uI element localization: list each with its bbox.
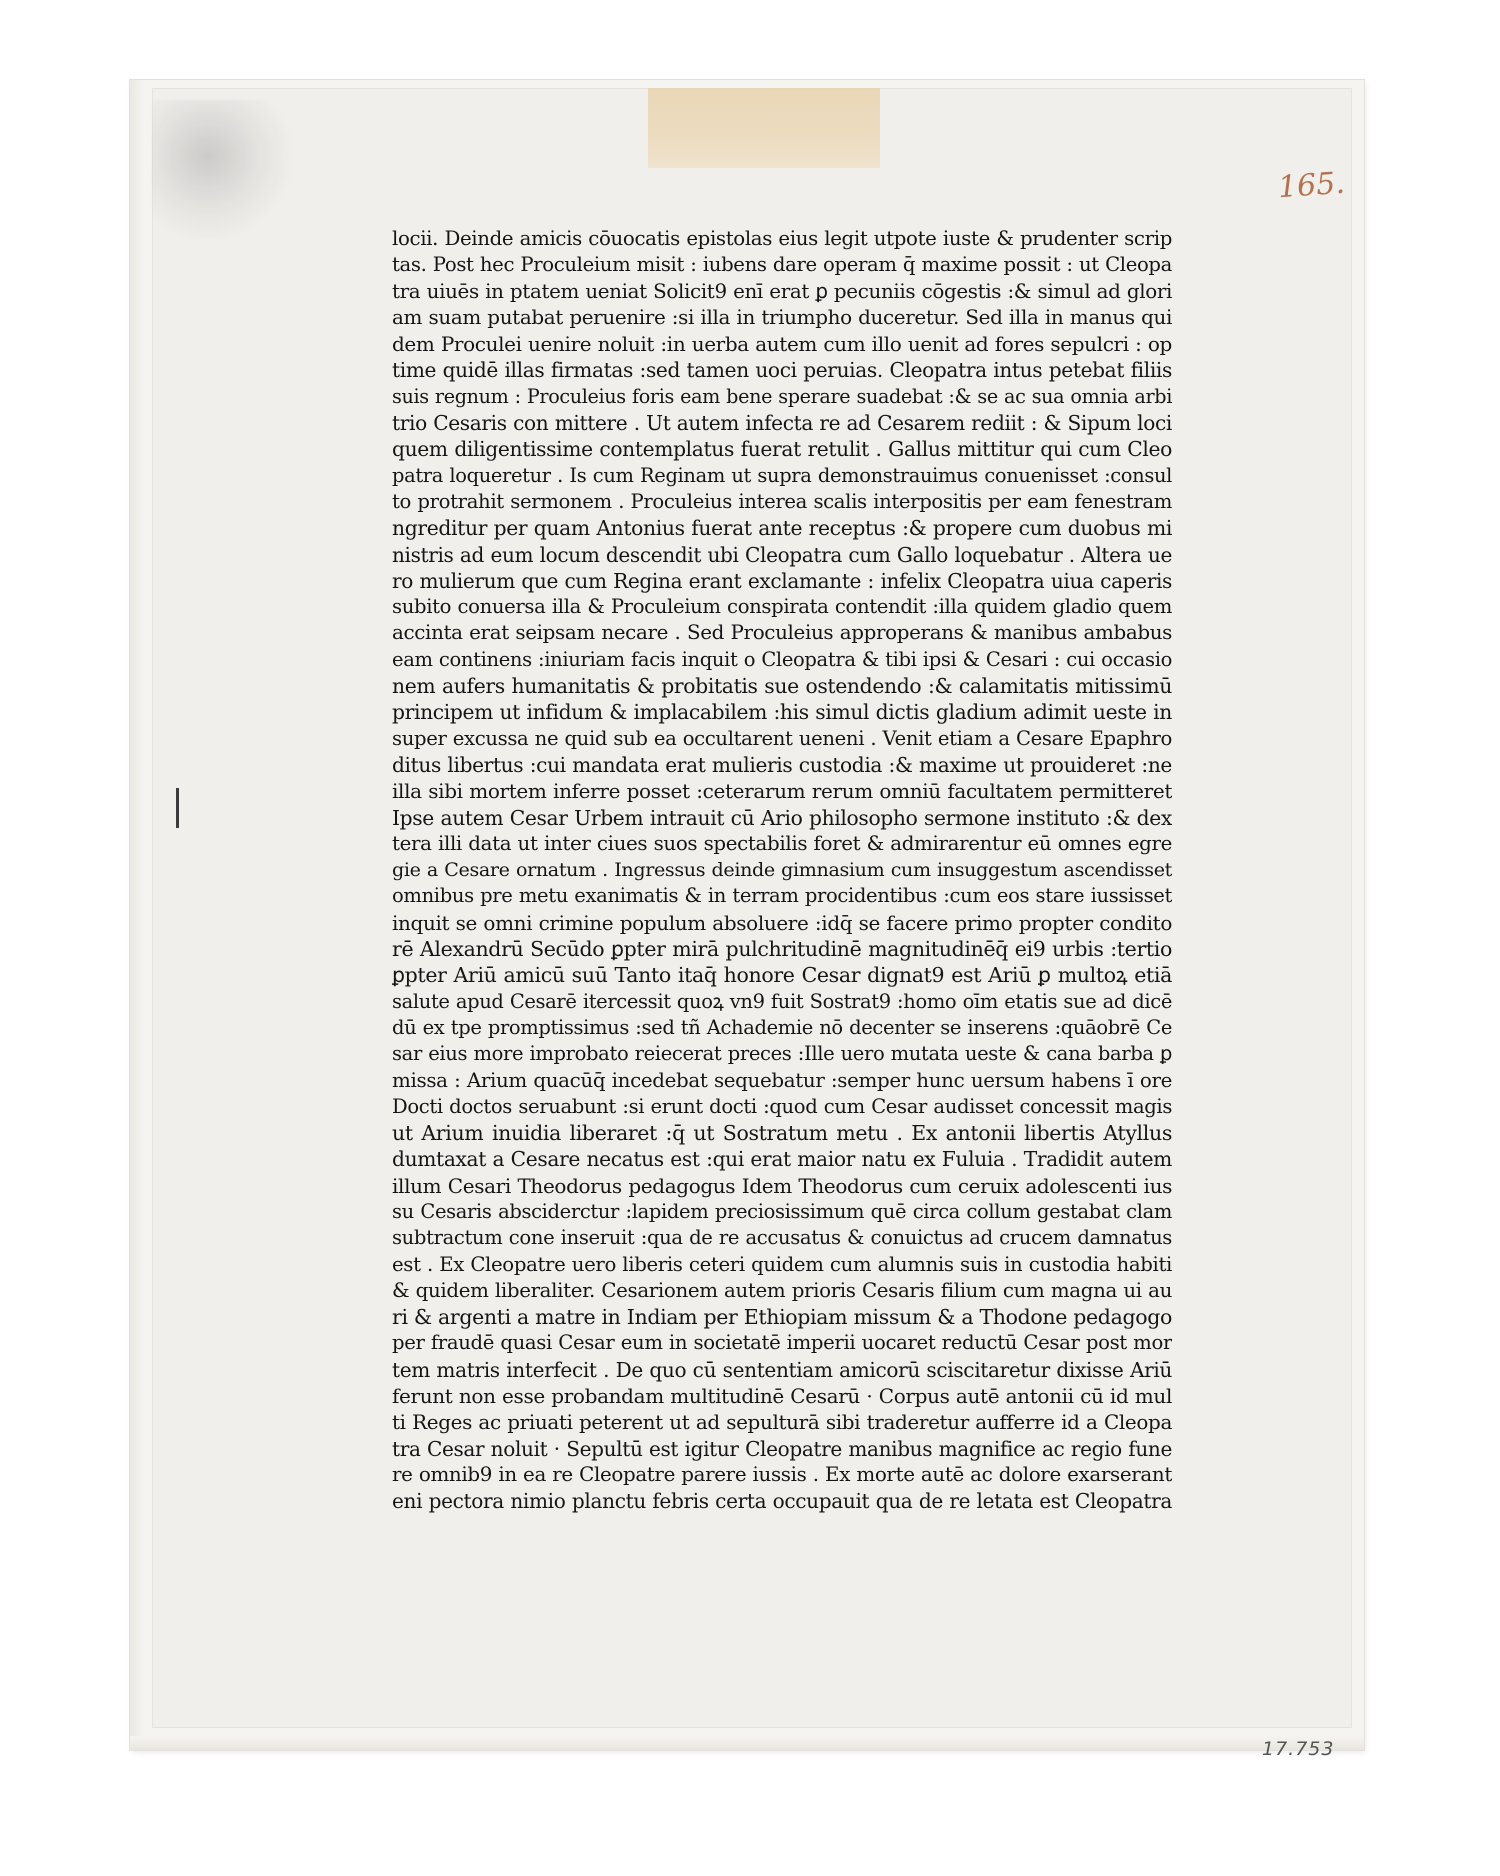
hinge-tape	[648, 88, 880, 168]
text-line: trio Cesaris con mittere . Ut autem infecta re ad Cesarem rediit : & Sipum loci	[392, 411, 1172, 436]
mount-edge-bottom	[130, 1736, 1364, 1750]
text-line: inquit se omni crimine populum absoluere :idq̄ se facere primo propter condito	[392, 910, 1172, 935]
text-line: dū ex tpe promptissimus :sed tñ Achademie nō decenter se inserens :quāobrē Ce	[392, 1015, 1172, 1039]
text-line: ditus libertus :cui mandata erat mulieris custodia :& maxime ut prouideret :ne	[392, 752, 1172, 777]
text-line: ut Arium inuidia liberaret :q̄ ut Sostratum metu . Ex antonii libertis Atyllus	[392, 1121, 1172, 1146]
text-line: omnibus pre metu exanimatis & in terram procidentibus :cum eos stare iussisset	[392, 884, 1172, 908]
text-line: Docti doctos seruabunt :si erunt docti :quod cum Cesar audisset concessit magis	[392, 1094, 1172, 1118]
text-line: su Cesaris absciderctur :lapidem preciosissimum quē circa collum gestabat clam	[392, 1199, 1172, 1223]
text-line: ngreditur per quam Antonius fuerat ante receptus :& propere cum duobus mi	[392, 516, 1172, 541]
text-line: illum Cesari Theodorus pedagogus Idem Theodorus cum ceruix adolescenti ius	[392, 1173, 1172, 1198]
ink-smudge	[152, 100, 292, 240]
text-line: time quidē illas firmatas :sed tamen uoci peruias. Cleopatra intus petebat filiis	[392, 358, 1172, 383]
text-line: tem matris interfecit . De quo cū sententiam amicorū sciscitaretur dixisse Ariū	[392, 1357, 1172, 1382]
text-line: sar eius more improbato reiecerat preces :Ille uero mutata ueste & cana barba ꝑ	[392, 1042, 1172, 1066]
text-line: eam continens :iniuriam facis inquit o Cleopatra & tibi ipsi & Cesari : cui occasio	[392, 647, 1172, 671]
text-line: est . Ex Cleopatre uero liberis ceteri quidem cum alumnis suis in custodia habiti	[392, 1252, 1172, 1276]
folio-number: 165.	[1276, 165, 1346, 206]
text-line: Ipse autem Cesar Urbem intrauit cū Ario philosopho sermone instituto :& dex	[392, 805, 1172, 830]
text-line: patra loqueretur . Is cum Reginam ut supra demonstrauimus conuenisset :consul	[392, 463, 1172, 487]
text-line: ti Reges ac priuati peterent ut ad sepulturā sibi traderetur aufferre id a Cleopa	[392, 1410, 1172, 1435]
margin-mark	[176, 788, 179, 828]
text-line: per fraudē quasi Cesar eum in societatē imperii uocaret reductū Cesar post mor	[392, 1331, 1172, 1355]
text-line: subito conuersa illa & Proculeium conspirata contendit :illa quidem gladio quem	[392, 595, 1172, 619]
text-line: re omnib9 in ea re Cleopatre parere iussis . Ex morte autē ac dolore exarserant	[392, 1462, 1172, 1486]
text-line: nem aufers humanitatis & probitatis sue ostendendo :& calamitatis mitissimū	[392, 674, 1172, 699]
text-line: tra uiuēs in ptatem ueniat Solicit9 enī erat ꝑ pecuniis cōgestis :& simul ad glori	[392, 279, 1172, 303]
text-line: am suam putabat peruenire :si illa in triumpho duceretur. Sed illa in manus qui	[392, 305, 1172, 329]
text-line: eni pectora nimio planctu febris certa occupauit qua de re letata est Cleopatra	[392, 1489, 1172, 1514]
text-line: tra Cesar noluit · Sepultū est igitur Cleopatre manibus magnifice ac regio fune	[392, 1436, 1172, 1461]
text-line: dem Proculei uenire noluit :in uerba autem cum illo uenit ad fores sepulcri : op	[392, 332, 1172, 357]
text-line: ꝑpter Ariū amicū suū Tanto itaq̄ honore Cesar dignat9 est Ariū ꝑ multoꝝ etiā	[392, 963, 1172, 988]
text-line: tera illi data ut inter ciues suos spectabilis foret & admirarentur eū omnes egre	[392, 831, 1172, 855]
text-line: salute apud Cesarē itercessit quoꝝ vn9 fuit Sostrat9 :homo oīm etatis sue ad dicē	[392, 989, 1172, 1013]
text-line: gie a Cesare ornatum . Ingressus deinde gimnasium cum insuggestum ascendisset	[392, 858, 1172, 882]
text-line: nistris ad eum locum descendit ubi Cleopatra cum Gallo loquebatur . Altera ue	[392, 542, 1172, 567]
text-line: dumtaxat a Cesare necatus est :qui erat maior natu ex Fuluia . Tradidit autem	[392, 1147, 1172, 1172]
text-line: super excussa ne quid sub ea occultarent ueneni . Venit etiam a Cesare Epaphro	[392, 726, 1172, 750]
text-line: ferunt non esse probandam multitudinē Cesarū · Corpus autē antonii cū id mul	[392, 1384, 1172, 1409]
text-line: rē Alexandrū Secūdo ꝑpter mirā pulchritudinē magnitudinēq̄ ei9 urbis :tertio	[392, 937, 1172, 962]
text-line: suis regnum : Proculeius foris eam bene sperare suadebat :& se ac sua omnia arbi	[392, 384, 1172, 408]
text-line: & quidem liberaliter. Cesarionem autem prioris Cesaris filium cum magna ui au	[392, 1278, 1172, 1302]
text-line: illa sibi mortem inferre posset :ceterarum rerum omniū facultatem permitteret	[392, 779, 1172, 804]
text-line: ro mulierum que cum Regina erant exclamante : infelix Cleopatra uiua caperis	[392, 568, 1172, 593]
text-line: quem diligentissime contemplatus fuerat retulit . Gallus mittitur qui cum Cleo	[392, 437, 1172, 462]
text-line: principem ut infidum & implacabilem :his simul dictis gladium adimit ueste in	[392, 700, 1172, 725]
text-line: locii. Deinde amicis cōuocatis epistolas eius legit utpote iuste & prudenter scrip	[392, 227, 1172, 250]
text-line: subtractum cone inseruit :qua de re accusatus & conuictus ad crucem damnatus	[392, 1226, 1172, 1250]
accession-number: 17.753	[1262, 1738, 1335, 1760]
mount-edge-left	[130, 80, 144, 1750]
text-block	[392, 226, 1172, 1514]
text-line: ri & argenti a matre in Indiam per Ethiopiam missum & a Thodone pedagogo	[392, 1305, 1172, 1330]
text-line: accinta erat seipsam necare . Sed Proculeius approperans & manibus ambabus	[392, 621, 1172, 645]
text-line: to protrahit sermonem . Proculeius interea scalis interpositis per eam fenestram	[392, 489, 1172, 513]
text-line: tas. Post hec Proculeium misit : iubens dare operam q̄ maxime possit : ut Cleopa	[392, 253, 1172, 277]
text-line: missa : Arium quacūq̄ incedebat sequebatur :semper hunc uersum habens ī ore	[392, 1068, 1172, 1092]
